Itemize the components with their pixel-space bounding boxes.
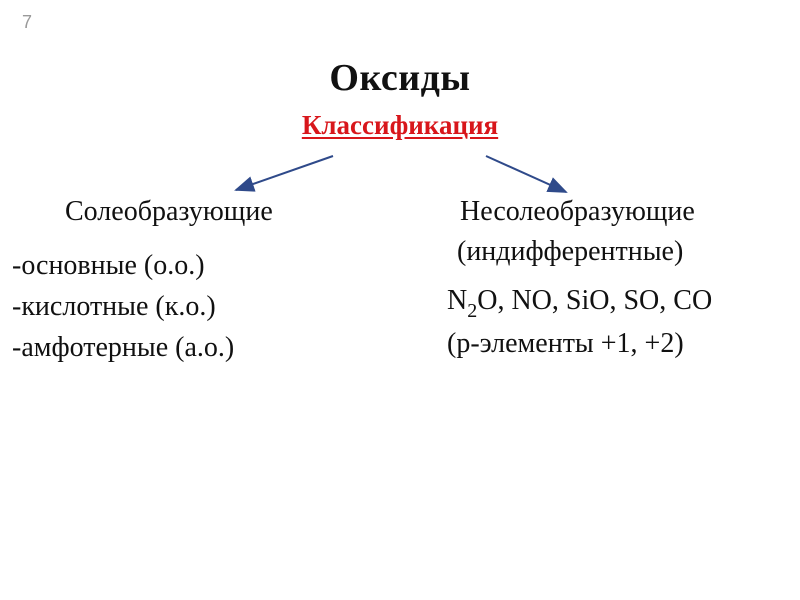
formula-rest: O, NO, SiO, SO, CO [477,285,713,316]
salt-forming-heading: Солеобразующие [65,196,273,227]
right-arrow [486,156,566,192]
basic-oxides-item: -основные (о.о.) [12,250,205,281]
amphoteric-oxides-item: -амфотерные (а.о.) [12,332,235,363]
non-salt-forming-heading: Несолеобразующие [460,196,695,227]
slide-number: 7 [22,12,33,32]
oxide-formulas [447,285,713,322]
p-elements-note: (p-элементы +1, +2) [447,328,684,359]
formula-subscript: 2 [467,300,478,322]
left-arrow [236,156,333,190]
formula-prefix: N [447,285,468,316]
page-subtitle: Классификация [301,110,499,140]
page-title: Оксиды [329,57,471,99]
indifferent-heading: (индифферентные) [457,236,684,267]
acidic-oxides-item: -кислотные (к.о.) [12,291,216,322]
